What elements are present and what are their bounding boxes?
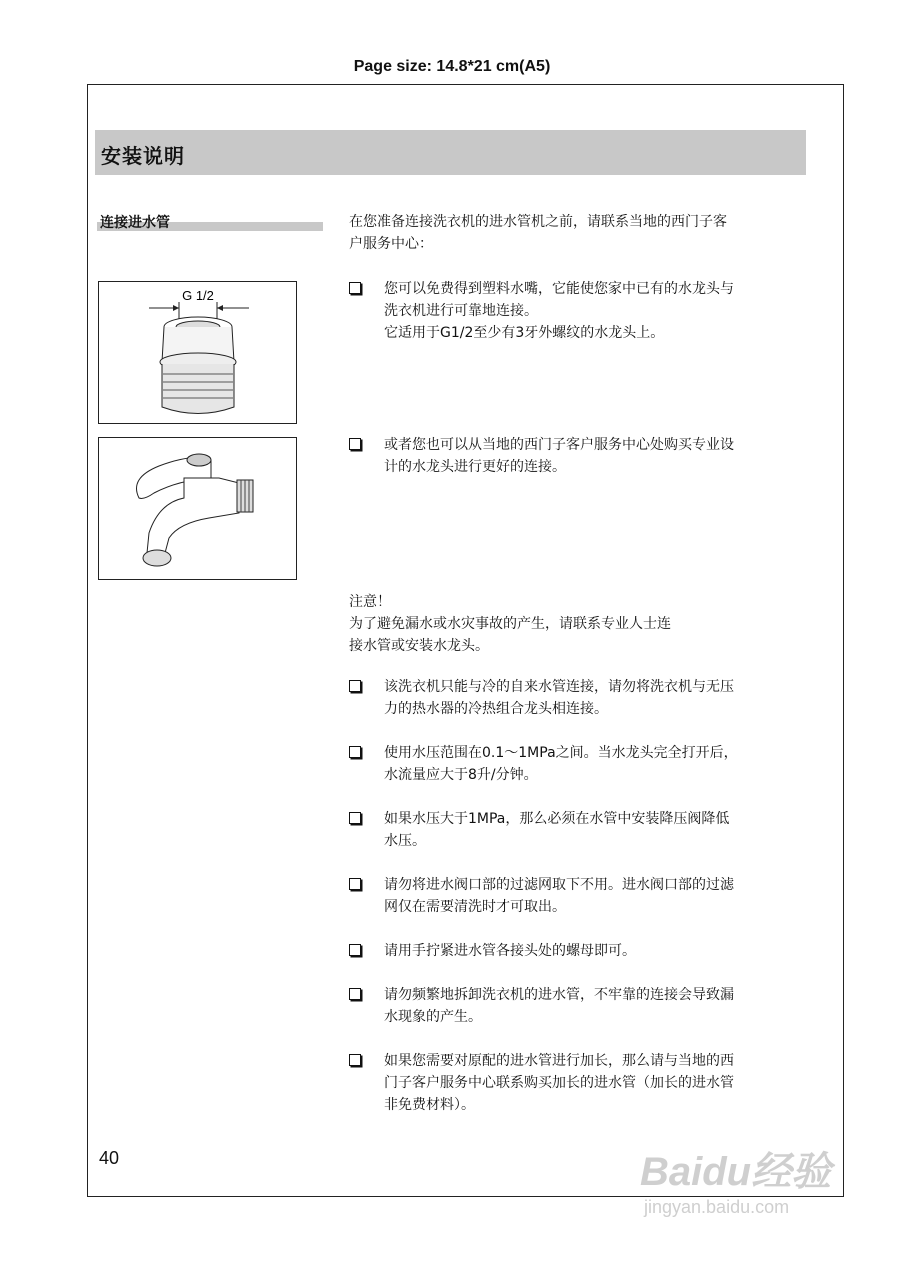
- rule-line: 如果您需要对原配的进水管进行加长，那么请与当地的西: [384, 1053, 734, 1069]
- figure-faucet: [98, 437, 297, 580]
- watermark-url: jingyan.baidu.com: [644, 1197, 790, 1217]
- intro-line: 在您准备连接洗衣机的进水管机之前，请联系当地的西门子客: [349, 214, 727, 230]
- checkbox-bullet-icon: [349, 878, 361, 890]
- watermark: [640, 1140, 831, 1218]
- notice-line: 接水管或安装水龙头。: [349, 638, 489, 654]
- option-line: 计的水龙头进行更好的连接。: [384, 459, 566, 475]
- checkbox-bullet-icon: [349, 282, 361, 294]
- rule-line: 请勿将进水阀口部的过滤网取下不用。进水阀口部的过滤: [384, 877, 734, 893]
- rule-line: 水压。: [384, 833, 426, 849]
- rule-line: 力的热水器的冷热组合龙头相连接。: [384, 701, 608, 717]
- notice-line: 为了避免漏水或水灾事故的产生，请联系专业人士连: [349, 616, 671, 632]
- checkbox-bullet-icon: [349, 1054, 361, 1066]
- section-title: 安装说明: [101, 144, 185, 168]
- subheading: [97, 212, 323, 232]
- rule-line: 门子客户服务中心联系购买加长的进水管（加长的进水管: [384, 1075, 734, 1091]
- watermark-brand: Baidu经验: [640, 1150, 832, 1194]
- checkbox-bullet-icon: [349, 746, 361, 758]
- rule-line: 水流量应大于8升/分钟。: [384, 767, 538, 783]
- rule-line: 水现象的产生。: [384, 1009, 482, 1025]
- page-number: 40: [99, 1148, 120, 1168]
- checkbox-bullet-icon: [349, 988, 361, 1000]
- checkbox-bullet-icon: [349, 812, 361, 824]
- checkbox-bullet-icon: [349, 944, 361, 956]
- checkbox-bullet-icon: [349, 438, 361, 450]
- option-line: 您可以免费得到塑料水嘴，它能使您家中已有的水龙头与: [384, 281, 734, 297]
- rule-line: 网仅在需要清洗时才可取出。: [384, 899, 566, 915]
- notice: [349, 591, 809, 657]
- rule-line: 请用手拧紧进水管各接头处的螺母即可。: [384, 943, 636, 959]
- page-size-label: Page size: 14.8*21 cm(A5): [353, 58, 551, 75]
- figure-adapter: [98, 281, 297, 424]
- rule-line: 请勿频繁地拆卸洗衣机的进水管，不牢靠的连接会导致漏: [384, 987, 734, 1003]
- option-line: 它适用于G1/2至少有3牙外螺纹的水龙头上。: [384, 325, 665, 341]
- hose-adapter-illustration: [99, 282, 296, 423]
- option-line: 洗衣机进行可靠地连接。: [384, 303, 538, 319]
- rule-line: 非免费材料）。: [384, 1097, 475, 1113]
- option-line: 或者您也可以从当地的西门子客户服务中心处购买专业设: [384, 437, 734, 453]
- intro-line: 户服务中心：: [349, 236, 433, 252]
- checkbox-bullet-icon: [349, 680, 361, 692]
- rule-line: 该洗衣机只能与冷的自来水管连接，请勿将洗衣机与无压: [384, 679, 734, 695]
- rule-line: 使用水压范围在0.1～1MPa之间。当水龙头完全打开后，: [384, 745, 738, 761]
- intro-paragraph: [349, 211, 809, 255]
- rule-line: 如果水压大于1MPa，那么必须在水管中安装降压阀降低: [384, 811, 730, 827]
- notice-title: 注意！: [349, 594, 391, 610]
- figure-label: G 1/2: [182, 288, 214, 303]
- faucet-illustration: [99, 438, 296, 579]
- section-title-bar: [95, 130, 806, 175]
- subheading-text: 连接进水管: [100, 215, 170, 231]
